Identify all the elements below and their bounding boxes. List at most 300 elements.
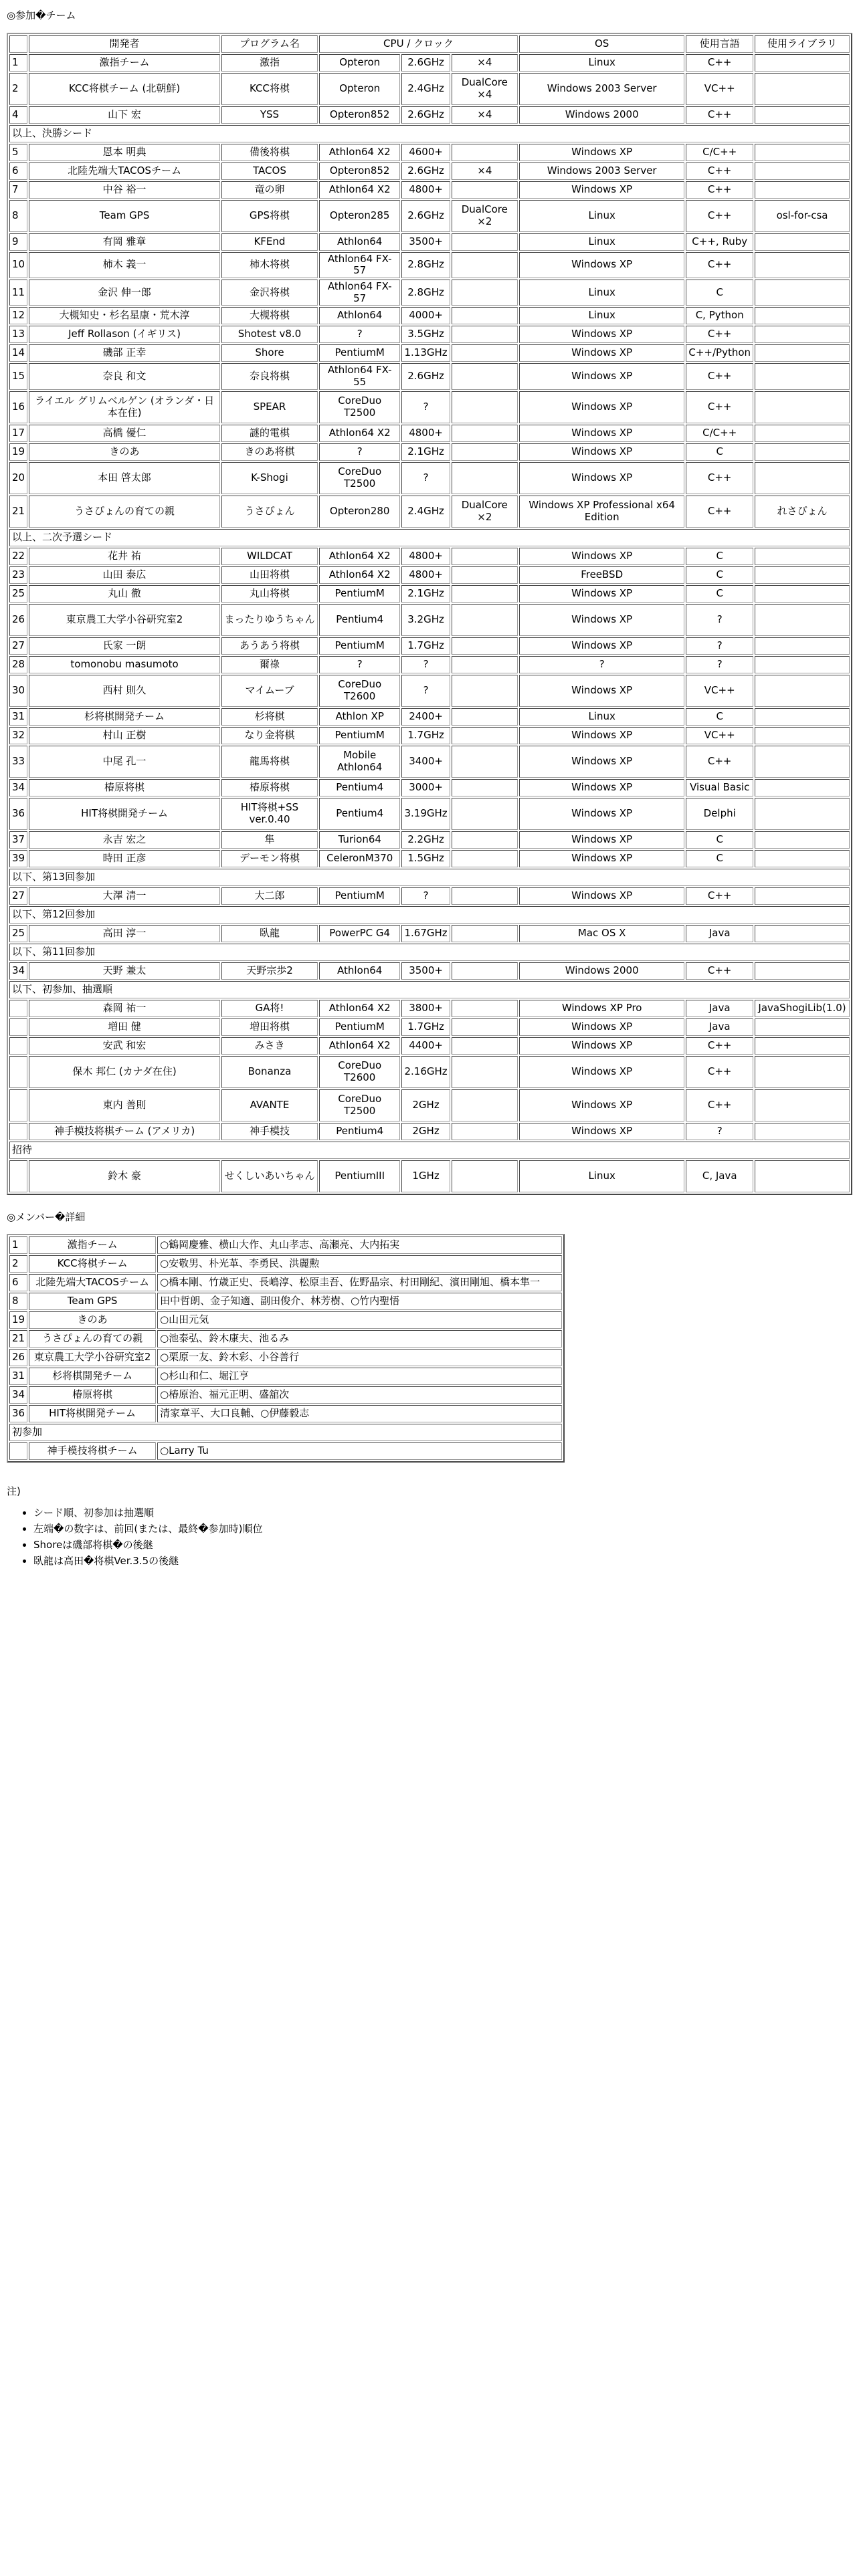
- program-cell: K-Shogi: [221, 462, 318, 494]
- team-name: 東京農工大学小谷研究室2: [29, 1349, 156, 1366]
- developer-cell: 大澤 清一: [29, 887, 220, 905]
- program-cell: GPS将棋: [221, 200, 318, 232]
- cpu-cell: Pentium4: [319, 1123, 401, 1140]
- cores-cell: [452, 326, 518, 343]
- os-cell: Windows 2003 Server: [519, 73, 684, 105]
- program-cell: 柿木将棋: [221, 252, 318, 278]
- os-cell: Windows 2000: [519, 962, 684, 980]
- rank-number: 21: [9, 1330, 27, 1348]
- library-cell: [755, 307, 850, 324]
- program-cell: 増田将棋: [221, 1018, 318, 1036]
- library-cell: osl-for-csa: [755, 200, 850, 232]
- clock-cell: 2GHz: [401, 1089, 450, 1121]
- language-cell: C++: [686, 252, 753, 278]
- cpu-cell: Mobile Athlon64: [319, 746, 401, 778]
- language-cell: C++: [686, 200, 753, 232]
- developer-cell: 保木 邦仁 (カナダ在住): [29, 1056, 220, 1088]
- os-cell: Windows 2000: [519, 106, 684, 124]
- cpu-cell: Athlon XP: [319, 708, 401, 726]
- developer-cell: 本田 啓太郎: [29, 462, 220, 494]
- cpu-cell: Opteron852: [319, 163, 401, 180]
- program-cell: 金沢将棋: [221, 280, 318, 306]
- developer-cell: 村山 正樹: [29, 727, 220, 744]
- library-cell: [755, 73, 850, 105]
- table-row: [9, 962, 850, 980]
- member-list: ○安敬男、朴光革、李勇民、洪麗勲: [157, 1255, 562, 1273]
- section-label: 以上、二次予選シード: [9, 529, 850, 546]
- cpu-cell: Athlon64 FX-57: [319, 280, 401, 306]
- program-cell: 椿原将棋: [221, 779, 318, 796]
- os-cell: Windows XP: [519, 144, 684, 161]
- table-row: [9, 656, 850, 673]
- section-row: [9, 869, 850, 886]
- members-body: [9, 1237, 562, 1460]
- note-item: • 臥龍は高田�将棋Ver.3.5の後継: [33, 1553, 852, 1569]
- language-cell: C++, Ruby: [686, 233, 753, 251]
- developer-cell: 永吉 宏之: [29, 831, 220, 849]
- developer-cell: 高田 淳一: [29, 925, 220, 942]
- cores-cell: ×4: [452, 54, 518, 72]
- table-row: [9, 779, 850, 796]
- section-row: [9, 981, 850, 998]
- language-cell: VC++: [686, 727, 753, 744]
- language-cell: C++: [686, 1037, 753, 1055]
- table-row: [9, 181, 850, 199]
- rank-number: 32: [9, 727, 27, 744]
- table-row: [9, 566, 850, 584]
- cpu-cell: Turion64: [319, 831, 401, 849]
- language-cell: C: [686, 566, 753, 584]
- notes-label: 注): [7, 1485, 21, 1498]
- program-cell: なり金将棋: [221, 727, 318, 744]
- cpu-cell: Pentium4: [319, 779, 401, 796]
- developer-cell: 森岡 祐一: [29, 1000, 220, 1017]
- clock-cell: 2400+: [401, 708, 450, 726]
- program-cell: SPEAR: [221, 391, 318, 423]
- os-cell: Windows XP: [519, 1056, 684, 1088]
- library-cell: [755, 163, 850, 180]
- program-cell: デーモン将棋: [221, 850, 318, 867]
- program-cell: 竜の卵: [221, 181, 318, 199]
- member-list: 清家章平、大口良輔、○伊藤毅志: [157, 1405, 562, 1422]
- rank-number: 19: [9, 443, 27, 461]
- table-row: [9, 925, 850, 942]
- table-row: [9, 252, 850, 278]
- cpu-cell: Opteron: [319, 54, 401, 72]
- cores-cell: [452, 708, 518, 726]
- program-cell: 丸山将棋: [221, 585, 318, 603]
- clock-cell: 2GHz: [401, 1123, 450, 1140]
- table-row: [9, 798, 850, 830]
- table-row: [9, 200, 850, 232]
- team-name: 椿原将棋: [29, 1386, 156, 1404]
- member-list: ○椿原治、福元正明、盛舘次: [157, 1386, 562, 1404]
- language-cell: Visual Basic: [686, 779, 753, 796]
- language-cell: C++: [686, 391, 753, 423]
- note-item: • 左端�の数字は、前回(または、最終�参加時)順位: [33, 1521, 852, 1537]
- clock-cell: 3500+: [401, 233, 450, 251]
- language-cell: C++: [686, 1089, 753, 1121]
- library-cell: [755, 363, 850, 389]
- developer-cell: 安武 和宏: [29, 1037, 220, 1055]
- cpu-cell: CeleronM370: [319, 850, 401, 867]
- clock-cell: 3400+: [401, 746, 450, 778]
- header-os: OS: [519, 35, 684, 53]
- clock-cell: 4800+: [401, 181, 450, 199]
- rank-number: 12: [9, 307, 27, 324]
- language-cell: ?: [686, 1123, 753, 1140]
- clock-cell: 4400+: [401, 1037, 450, 1055]
- os-cell: Windows XP: [519, 1037, 684, 1055]
- os-cell: FreeBSD: [519, 566, 684, 584]
- clock-cell: 1.7GHz: [401, 1018, 450, 1036]
- member-row: [9, 1368, 562, 1385]
- section-label: 初参加: [9, 1424, 562, 1441]
- table-row: [9, 344, 850, 362]
- rank-number: 25: [9, 585, 27, 603]
- developer-cell: KCC将棋チーム (北朝鮮): [29, 73, 220, 105]
- program-cell: 爾祿: [221, 656, 318, 673]
- clock-cell: 1.13GHz: [401, 344, 450, 362]
- clock-cell: 2.1GHz: [401, 585, 450, 603]
- cores-cell: [452, 363, 518, 389]
- clock-cell: 1GHz: [401, 1160, 450, 1192]
- member-row: [9, 1274, 562, 1291]
- cores-cell: [452, 1000, 518, 1017]
- os-cell: Windows XP: [519, 779, 684, 796]
- program-cell: せくしいあいちゃん: [221, 1160, 318, 1192]
- table-row: [9, 604, 850, 636]
- cpu-cell: Athlon64 X2: [319, 1000, 401, 1017]
- clock-cell: 4800+: [401, 548, 450, 565]
- participants-heading: ◎参加�チーム: [7, 9, 76, 21]
- table-row: [9, 1037, 850, 1055]
- language-cell: C, Python: [686, 307, 753, 324]
- clock-cell: 3500+: [401, 962, 450, 980]
- cpu-cell: Athlon64: [319, 307, 401, 324]
- library-cell: [755, 850, 850, 867]
- library-cell: [755, 144, 850, 161]
- cpu-cell: Athlon64 X2: [319, 425, 401, 442]
- library-cell: [755, 566, 850, 584]
- library-cell: [755, 443, 850, 461]
- program-cell: 山田将棋: [221, 566, 318, 584]
- os-cell: Windows XP: [519, 850, 684, 867]
- table-row: [9, 443, 850, 461]
- language-cell: C: [686, 831, 753, 849]
- program-cell: 備後将棋: [221, 144, 318, 161]
- cpu-cell: Pentium4: [319, 604, 401, 636]
- library-cell: [755, 925, 850, 942]
- table-row: [9, 746, 850, 778]
- cpu-cell: PentiumM: [319, 727, 401, 744]
- cores-cell: [452, 391, 518, 423]
- developer-cell: 丸山 徹: [29, 585, 220, 603]
- library-cell: [755, 746, 850, 778]
- clock-cell: 1.7GHz: [401, 637, 450, 655]
- table-row: [9, 233, 850, 251]
- developer-cell: Jeff Rollason (イギリス): [29, 326, 220, 343]
- rank-number: 9: [9, 233, 27, 251]
- cpu-cell: Opteron: [319, 73, 401, 105]
- cores-cell: [452, 675, 518, 707]
- clock-cell: 2.8GHz: [401, 252, 450, 278]
- os-cell: Windows 2003 Server: [519, 163, 684, 180]
- table-row: [9, 496, 850, 528]
- table-row: [9, 708, 850, 726]
- program-cell: YSS: [221, 106, 318, 124]
- library-cell: [755, 779, 850, 796]
- program-cell: GA将!: [221, 1000, 318, 1017]
- table-row: [9, 1160, 850, 1192]
- os-cell: Windows XP: [519, 727, 684, 744]
- cores-cell: [452, 233, 518, 251]
- rank-number: 31: [9, 1368, 27, 1385]
- program-cell: きのあ将棋: [221, 443, 318, 461]
- team-name: HIT将棋開発チーム: [29, 1405, 156, 1422]
- clock-cell: 4800+: [401, 566, 450, 584]
- program-cell: 激指: [221, 54, 318, 72]
- rank-number: [9, 1123, 27, 1140]
- developer-cell: 杉将棋開発チーム: [29, 708, 220, 726]
- member-row: [9, 1311, 562, 1329]
- program-cell: うさぴょん: [221, 496, 318, 528]
- developer-cell: 西村 則久: [29, 675, 220, 707]
- rank-number: 36: [9, 798, 27, 830]
- library-cell: [755, 962, 850, 980]
- member-row: [9, 1293, 562, 1310]
- program-cell: KCC将棋: [221, 73, 318, 105]
- developer-cell: 氏家 一朗: [29, 637, 220, 655]
- library-cell: [755, 326, 850, 343]
- member-list: 田中哲朗、金子知適、副田俊介、林芳樹、○竹内聖悟: [157, 1293, 562, 1310]
- program-cell: AVANTE: [221, 1089, 318, 1121]
- cores-cell: [452, 798, 518, 830]
- member-list: ○杉山和仁、堀江亨: [157, 1368, 562, 1385]
- cpu-cell: CoreDuo T2500: [319, 462, 401, 494]
- developer-cell: 神手模技将棋チーム (アメリカ): [29, 1123, 220, 1140]
- rank-number: 27: [9, 887, 27, 905]
- language-cell: C, Java: [686, 1160, 753, 1192]
- clock-cell: 3.5GHz: [401, 326, 450, 343]
- os-cell: Windows XP: [519, 181, 684, 199]
- members-heading: ◎メンバー�詳細: [7, 1210, 86, 1223]
- library-cell: [755, 887, 850, 905]
- cores-cell: [452, 425, 518, 442]
- developer-cell: 激指チーム: [29, 54, 220, 72]
- table-row: [9, 106, 850, 124]
- cores-cell: [452, 548, 518, 565]
- developer-cell: 時田 正彦: [29, 850, 220, 867]
- library-cell: JavaShogiLib(1.0): [755, 1000, 850, 1017]
- developer-cell: 大槻知史・杉名星康・荒木淳: [29, 307, 220, 324]
- clock-cell: ?: [401, 656, 450, 673]
- header-program: プログラム名: [221, 35, 318, 53]
- section-label: 以上、決勝シード: [9, 125, 850, 142]
- member-row: [9, 1405, 562, 1422]
- os-cell: Linux: [519, 307, 684, 324]
- rank-number: 31: [9, 708, 27, 726]
- cpu-cell: Opteron285: [319, 200, 401, 232]
- cores-cell: [452, 252, 518, 278]
- member-list: ○山田元気: [157, 1311, 562, 1329]
- program-cell: HIT将棋+SS ver.0.40: [221, 798, 318, 830]
- team-name: きのあ: [29, 1311, 156, 1329]
- os-cell: Linux: [519, 233, 684, 251]
- table-row: [9, 363, 850, 389]
- team-name: 神手模技将棋チーム: [29, 1442, 156, 1460]
- rank-number: 26: [9, 604, 27, 636]
- rank-number: 8: [9, 200, 27, 232]
- language-cell: C: [686, 585, 753, 603]
- language-cell: C++: [686, 326, 753, 343]
- developer-cell: 磯部 正幸: [29, 344, 220, 362]
- os-cell: Windows XP Professional x64 Edition: [519, 496, 684, 528]
- language-cell: C++: [686, 462, 753, 494]
- library-cell: [755, 637, 850, 655]
- program-cell: 杉将棋: [221, 708, 318, 726]
- program-cell: 神手模技: [221, 1123, 318, 1140]
- library-cell: [755, 1160, 850, 1192]
- developer-cell: ライエル グリムベルゲン (オランダ・日本在住): [29, 391, 220, 423]
- rank-number: [9, 1018, 27, 1036]
- rank-number: 6: [9, 1274, 27, 1291]
- clock-cell: 2.8GHz: [401, 280, 450, 306]
- developer-cell: 東内 善則: [29, 1089, 220, 1121]
- os-cell: Linux: [519, 200, 684, 232]
- rank-number: 22: [9, 548, 27, 565]
- developer-cell: 中谷 裕一: [29, 181, 220, 199]
- developer-cell: Team GPS: [29, 200, 220, 232]
- cpu-cell: Athlon64 X2: [319, 181, 401, 199]
- section-row: [9, 529, 850, 546]
- cpu-cell: ?: [319, 326, 401, 343]
- cores-cell: DualCore ×2: [452, 496, 518, 528]
- language-cell: C++: [686, 54, 753, 72]
- table-row: [9, 850, 850, 867]
- library-cell: [755, 727, 850, 744]
- member-list: ○栗原一友、鈴木彩、小谷善行: [157, 1349, 562, 1366]
- clock-cell: 3800+: [401, 1000, 450, 1017]
- developer-cell: 東京農工大学小谷研究室2: [29, 604, 220, 636]
- library-cell: [755, 1089, 850, 1121]
- language-cell: C/C++: [686, 144, 753, 161]
- program-cell: 奈良将棋: [221, 363, 318, 389]
- cores-cell: [452, 1089, 518, 1121]
- language-cell: C++: [686, 181, 753, 199]
- section-row: [9, 906, 850, 924]
- cpu-cell: Opteron280: [319, 496, 401, 528]
- table-row: [9, 280, 850, 306]
- table-row: [9, 1000, 850, 1017]
- table-row: [9, 163, 850, 180]
- program-cell: まったりゆうちゃん: [221, 604, 318, 636]
- rank-number: 30: [9, 675, 27, 707]
- section-row: [9, 1424, 562, 1441]
- developer-cell: 恩本 明典: [29, 144, 220, 161]
- cpu-cell: Athlon64 X2: [319, 144, 401, 161]
- os-cell: Windows XP: [519, 887, 684, 905]
- program-cell: 龍馬将棋: [221, 746, 318, 778]
- table-row: [9, 637, 850, 655]
- developer-cell: 鈴木 豪: [29, 1160, 220, 1192]
- rank-number: 2: [9, 1255, 27, 1273]
- cpu-cell: CoreDuo T2500: [319, 391, 401, 423]
- member-row: [9, 1386, 562, 1404]
- table-row: [9, 1056, 850, 1088]
- cores-cell: [452, 962, 518, 980]
- clock-cell: 2.6GHz: [401, 200, 450, 232]
- developer-cell: うさぴょんの育ての親: [29, 496, 220, 528]
- table-row: [9, 307, 850, 324]
- language-cell: ?: [686, 604, 753, 636]
- cores-cell: ×4: [452, 106, 518, 124]
- developer-cell: 山田 泰広: [29, 566, 220, 584]
- os-cell: Linux: [519, 708, 684, 726]
- language-cell: Java: [686, 925, 753, 942]
- developer-cell: 椿原将棋: [29, 779, 220, 796]
- language-cell: C: [686, 280, 753, 306]
- developer-cell: 北陸先端大TACOSチーム: [29, 163, 220, 180]
- os-cell: Windows XP: [519, 1123, 684, 1140]
- section-label: 以下、第12回参加: [9, 906, 850, 924]
- cores-cell: [452, 604, 518, 636]
- language-cell: C: [686, 443, 753, 461]
- cpu-cell: PentiumM: [319, 344, 401, 362]
- rank-number: 36: [9, 1405, 27, 1422]
- developer-cell: tomonobu masumoto: [29, 656, 220, 673]
- section-row: [9, 1142, 850, 1159]
- clock-cell: 4600+: [401, 144, 450, 161]
- cores-cell: [452, 144, 518, 161]
- developer-cell: 花井 祐: [29, 548, 220, 565]
- table-row: [9, 326, 850, 343]
- rank-number: 20: [9, 462, 27, 494]
- rank-number: 33: [9, 746, 27, 778]
- rank-number: 10: [9, 252, 27, 278]
- rank-number: 39: [9, 850, 27, 867]
- member-list: ○鶴岡慶雅、横山大作、丸山孝志、高瀬亮、大内拓実: [157, 1237, 562, 1254]
- rank-number: 37: [9, 831, 27, 849]
- developer-cell: 山下 宏: [29, 106, 220, 124]
- clock-cell: 1.67GHz: [401, 925, 450, 942]
- developer-cell: 増田 健: [29, 1018, 220, 1036]
- table-row: [9, 887, 850, 905]
- os-cell: Linux: [519, 280, 684, 306]
- rank-number: 34: [9, 1386, 27, 1404]
- clock-cell: 2.6GHz: [401, 163, 450, 180]
- library-cell: [755, 252, 850, 278]
- cpu-cell: PentiumM: [319, 887, 401, 905]
- developer-cell: 天野 兼太: [29, 962, 220, 980]
- header-number: [9, 35, 27, 53]
- section-label: 以下、第11回参加: [9, 944, 850, 961]
- clock-cell: 2.6GHz: [401, 106, 450, 124]
- os-cell: Windows XP Pro: [519, 1000, 684, 1017]
- cores-cell: [452, 637, 518, 655]
- section-label: 招待: [9, 1142, 850, 1159]
- developer-cell: きのあ: [29, 443, 220, 461]
- language-cell: Java: [686, 1018, 753, 1036]
- library-cell: [755, 675, 850, 707]
- clock-cell: 2.2GHz: [401, 831, 450, 849]
- clock-cell: 4800+: [401, 425, 450, 442]
- team-name: KCC将棋チーム: [29, 1255, 156, 1273]
- library-cell: [755, 831, 850, 849]
- library-cell: れさぴょん: [755, 496, 850, 528]
- team-name: 激指チーム: [29, 1237, 156, 1254]
- clock-cell: 1.7GHz: [401, 727, 450, 744]
